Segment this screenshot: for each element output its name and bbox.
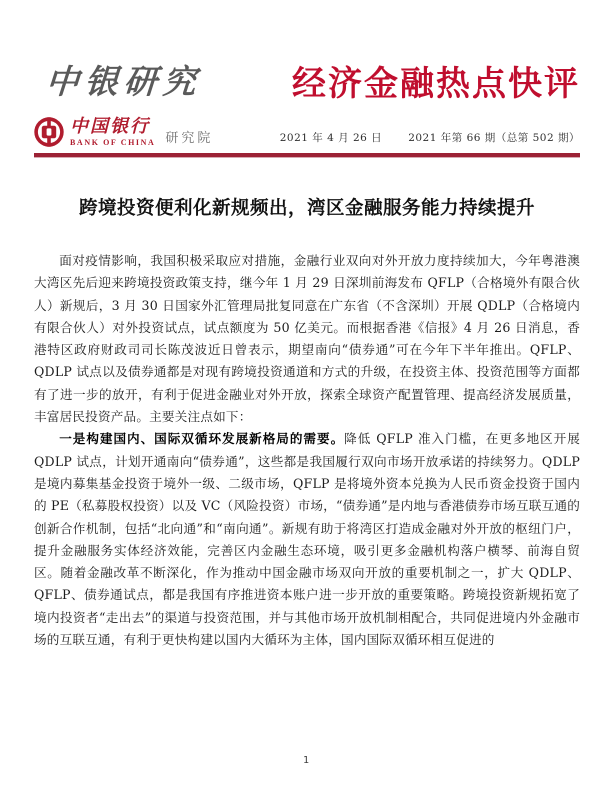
paragraph	[34, 250, 580, 428]
article-body	[34, 250, 580, 651]
bank-logo-wordmark	[70, 115, 156, 147]
brand-calligraphy: 中银研究	[44, 62, 204, 101]
bank-name-en: BANK OF CHINA	[70, 137, 156, 147]
header-divider	[34, 153, 580, 158]
issue-line	[280, 130, 580, 147]
issue-number: 2021 年第 66 期（总第 502 期）	[408, 132, 580, 144]
publication-masthead: 经济金融热点快评	[292, 63, 580, 104]
article-title: 跨境投资便利化新规频出，湾区金融服务能力持续提升	[78, 198, 535, 219]
research-institute-label: 研究院	[165, 131, 214, 146]
bank-of-china-logo-icon	[34, 117, 64, 147]
paragraph-text: 面对疫情影响，我国积极采取应对措施，金融行业双向对外开放力度持续加大，今年粤港澳大湾区先后迎来跨境投资政策支持，继今年 1 月 29 日深圳前海发布 QFLP（合格境外有限合伙人）新规后，3 月 30 日国家外汇管理局批复同意在广东省（不含深圳）开展 QDLP（合格境内有限合伙人）对外投资试点，试点额度为 50 亿美元。而根据香港《信报》4 月 26 日消息，香港特区政府财政司司长陈茂波近日曾表示，期望南向“债券通”可在今年下半年推出。QFLP、QDLP 试点以及债券通都是对现有跨境投资通道和方式的升级，在投资主体、投资范围等方面都有了进一步的放开，有利于促进金融业对外开放，探索全球资产配置管理、提高经济发展质量，丰富居民投资产品。主要关注点如下：	[34, 253, 580, 425]
paragraph-lead: 一是构建国内、国际双循环发展新格局的需要。	[59, 431, 345, 447]
header	[34, 0, 580, 103]
paragraph	[34, 428, 580, 651]
bank-name-cn: 中国银行	[70, 115, 150, 137]
bank-logo-block	[34, 117, 213, 147]
logo-issue-row	[34, 117, 580, 147]
paragraph-text: 降低 QFLP 准入门槛，在更多地区开展 QDLP 试点，计划开通南向“债券通”，这些都是我国履行双向市场开放承诺的持续努力。QDLP 是境内募集基金投资于境外一级、二级市场，QFLP 是将境外资本兑换为人民币资金投资于国内的 PE（私募股权投资）以及 VC（风险投资）市场，“债券通”是内地与香港债券市场互联互通的创新合作机制，包括“北向通”和“南向通”。新规有助于将湾区打造成金融对外开放的枢纽门户，提升金融服务实体经济效能，完善区内金融生态环境，吸引更多金融机构落户横琴、前海自贸区。随着金融改革不断深化，作为推动中国金融市场双向开放的重要机制之一，扩大 QDLP、QFLP、债券通试点，都是我国有序推进资本账户进一步开放的重要策略。跨境投资新规拓宽了境内投资者“走出去”的渠道与投资范围，并与其他市场开放机制相配合，共同促进境内外金融市场的互联互通，有利于更快构建以国内大循环为主体，国内国际双循环相互促进的	[34, 431, 581, 648]
publication-date: 2021 年 4 月 26 日	[279, 132, 383, 144]
page-number: 1	[302, 755, 310, 766]
